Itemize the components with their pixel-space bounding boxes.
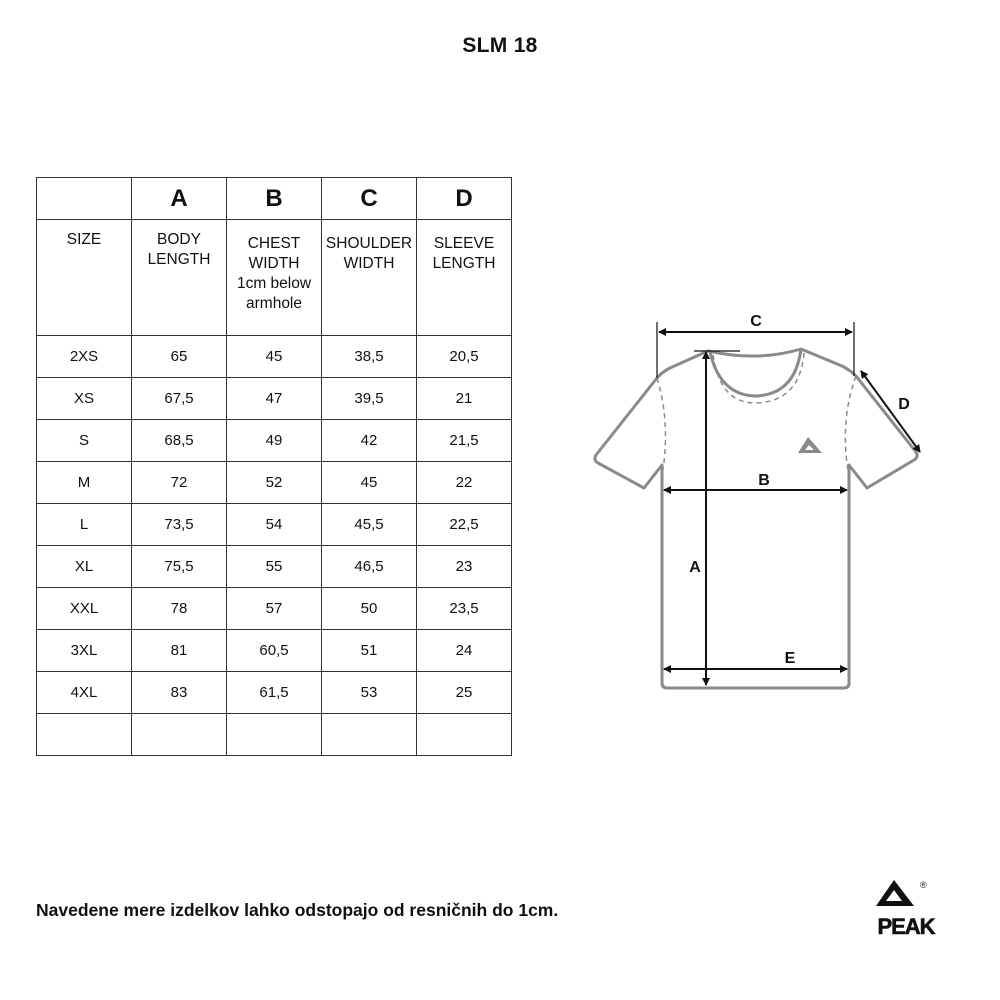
shoulder-width-cell: 45 bbox=[322, 462, 417, 504]
body-length-cell: 83 bbox=[132, 672, 227, 714]
label-line: SLEEVE bbox=[433, 235, 495, 252]
size-cell: XXL bbox=[37, 588, 132, 630]
empty-cell bbox=[417, 714, 512, 756]
body-length-cell: 67,5 bbox=[132, 378, 227, 420]
label-body-length bbox=[132, 220, 227, 336]
peak-logo bbox=[868, 876, 948, 942]
shoulder-width-cell: 45,5 bbox=[322, 504, 417, 546]
measurement-arrows bbox=[657, 322, 920, 685]
shoulder-width-cell: 38,5 bbox=[322, 336, 417, 378]
size-cell: S bbox=[37, 420, 132, 462]
sleeve-length-cell: 20,5 bbox=[417, 336, 512, 378]
registered-mark: ® bbox=[920, 880, 927, 890]
label-line: WIDTH bbox=[248, 255, 300, 272]
empty-cell bbox=[227, 714, 322, 756]
table-row bbox=[37, 630, 512, 672]
size-cell: 4XL bbox=[37, 672, 132, 714]
tshirt-outline bbox=[595, 349, 917, 688]
shoulder-width-cell: 53 bbox=[322, 672, 417, 714]
label-line: WIDTH bbox=[343, 255, 395, 272]
label-shoulder-width bbox=[322, 220, 417, 336]
size-cell: L bbox=[37, 504, 132, 546]
header-cell-b: B bbox=[227, 178, 322, 220]
label-line: LENGTH bbox=[432, 255, 496, 272]
chest-width-cell: 49 bbox=[227, 420, 322, 462]
label-d: D bbox=[898, 396, 910, 413]
sleeve-length-cell: 22 bbox=[417, 462, 512, 504]
table-row bbox=[37, 462, 512, 504]
sleeve-length-cell: 23 bbox=[417, 546, 512, 588]
label-line: SHOULDER bbox=[325, 235, 413, 252]
tolerance-note: Navedene mere izdelkov lahko odstopajo od resničnih do 1cm. bbox=[36, 900, 559, 920]
size-cell: XL bbox=[37, 546, 132, 588]
body-length-cell: 75,5 bbox=[132, 546, 227, 588]
peak-triangle-icon bbox=[876, 880, 914, 906]
label-line: LENGTH bbox=[147, 251, 211, 268]
size-table bbox=[36, 177, 512, 756]
header-cell-d: D bbox=[417, 178, 512, 220]
chest-width-cell: 45 bbox=[227, 336, 322, 378]
table-row bbox=[37, 504, 512, 546]
label-b: B bbox=[758, 472, 770, 489]
empty-cell bbox=[132, 714, 227, 756]
shoulder-width-cell: 51 bbox=[322, 630, 417, 672]
empty-row bbox=[37, 714, 512, 756]
chest-width-cell: 47 bbox=[227, 378, 322, 420]
table-row bbox=[37, 588, 512, 630]
sleeve-length-cell: 21 bbox=[417, 378, 512, 420]
logo-text: PEAK bbox=[877, 914, 935, 939]
chest-width-cell: 55 bbox=[227, 546, 322, 588]
shoulder-width-cell: 39,5 bbox=[322, 378, 417, 420]
chest-width-cell: 60,5 bbox=[227, 630, 322, 672]
label-line: 1cm below bbox=[236, 275, 312, 292]
label-line: CHEST bbox=[247, 235, 301, 252]
empty-cell bbox=[37, 714, 132, 756]
size-cell: M bbox=[37, 462, 132, 504]
tshirt-diagram bbox=[590, 300, 930, 700]
body-length-cell: 73,5 bbox=[132, 504, 227, 546]
shoulder-width-cell: 46,5 bbox=[322, 546, 417, 588]
size-cell: XS bbox=[37, 378, 132, 420]
body-length-cell: 72 bbox=[132, 462, 227, 504]
label-line: armhole bbox=[246, 295, 302, 312]
sleeve-length-cell: 21,5 bbox=[417, 420, 512, 462]
body-length-cell: 68,5 bbox=[132, 420, 227, 462]
sleeve-length-cell: 25 bbox=[417, 672, 512, 714]
label-line: SIZE bbox=[66, 231, 102, 248]
size-cell: 3XL bbox=[37, 630, 132, 672]
label-line: BODY bbox=[157, 231, 201, 248]
size-cell: 2XS bbox=[37, 336, 132, 378]
label-header-row bbox=[37, 220, 512, 336]
shoulder-width-cell: 42 bbox=[322, 420, 417, 462]
tshirt-dashed-seams bbox=[657, 353, 856, 470]
label-a: A bbox=[689, 559, 701, 576]
table-row bbox=[37, 672, 512, 714]
label-e: E bbox=[784, 650, 796, 667]
chest-width-cell: 52 bbox=[227, 462, 322, 504]
label-chest-width bbox=[227, 220, 322, 336]
body-length-cell: 78 bbox=[132, 588, 227, 630]
shoulder-width-cell: 50 bbox=[322, 588, 417, 630]
sleeve-length-cell: 24 bbox=[417, 630, 512, 672]
sleeve-length-cell: 22,5 bbox=[417, 504, 512, 546]
table-row bbox=[37, 420, 512, 462]
label-size bbox=[37, 220, 132, 336]
page-title: SLM 18 bbox=[462, 34, 538, 57]
chest-width-cell: 57 bbox=[227, 588, 322, 630]
table-row bbox=[37, 336, 512, 378]
table-row bbox=[37, 546, 512, 588]
chest-width-cell: 54 bbox=[227, 504, 322, 546]
body-length-cell: 81 bbox=[132, 630, 227, 672]
label-c: C bbox=[750, 313, 762, 330]
header-cell-blank bbox=[37, 178, 132, 220]
sleeve-length-cell: 23,5 bbox=[417, 588, 512, 630]
body-length-cell: 65 bbox=[132, 336, 227, 378]
letter-header-row bbox=[37, 178, 512, 220]
header-cell-c: C bbox=[322, 178, 417, 220]
header-cell-a: A bbox=[132, 178, 227, 220]
peak-triangle-icon bbox=[798, 437, 822, 453]
chest-width-cell: 61,5 bbox=[227, 672, 322, 714]
table-row bbox=[37, 378, 512, 420]
empty-cell bbox=[322, 714, 417, 756]
label-sleeve-length bbox=[417, 220, 512, 336]
